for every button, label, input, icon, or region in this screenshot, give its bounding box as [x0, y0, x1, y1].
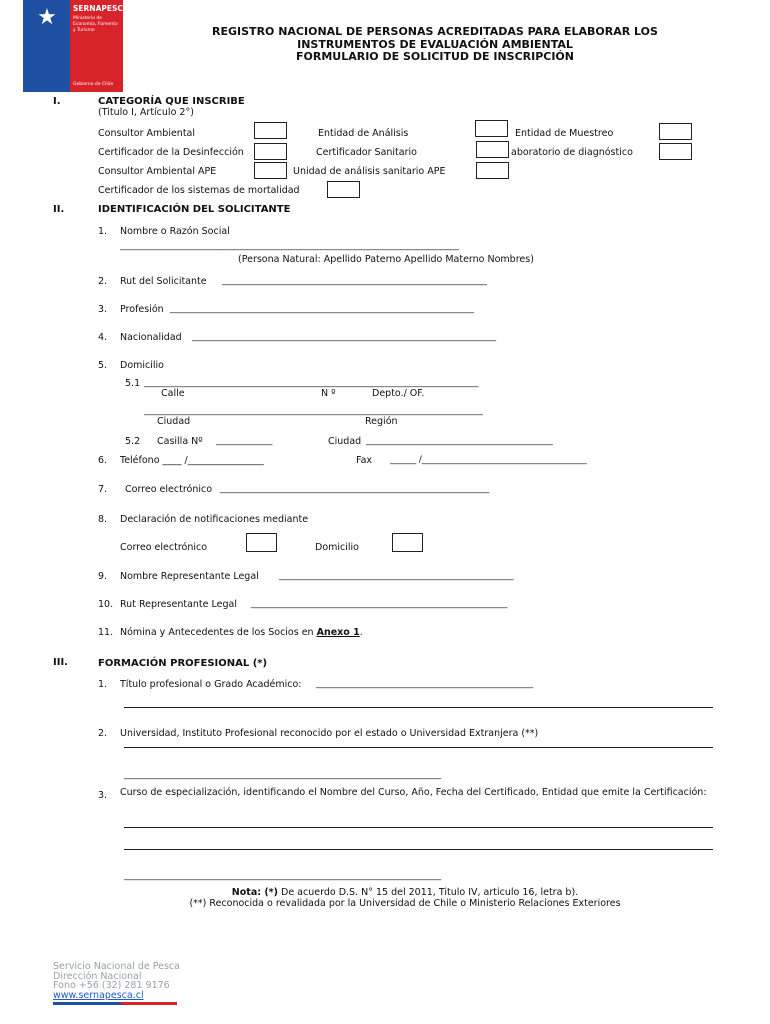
representante-input[interactable]: ______________________________________________________ — [279, 571, 514, 581]
numero-hint: N º — [321, 388, 336, 399]
option-entidad-analisis-label: Entidad de Análisis — [318, 128, 409, 139]
anexo-1-link[interactable]: Anexo 1 — [316, 627, 360, 638]
s3-field-2-number: 2. — [98, 728, 108, 739]
nacionalidad-input[interactable]: ______________________________________________________________________ — [192, 332, 497, 342]
field-5-number: 5. — [98, 360, 108, 371]
titulo-line[interactable] — [124, 707, 713, 708]
nombre-label: Nombre o Razón Social — [120, 226, 230, 237]
note-block — [100, 887, 710, 909]
notif-domicilio-checkbox[interactable] — [392, 533, 423, 552]
star-icon: ★ — [37, 5, 57, 30]
section-1-heading: CATEGORÍA QUE INSCRIBE — [98, 96, 245, 107]
logo-gobierno: Gobierno de Chile — [73, 82, 114, 87]
logo-name: SERNAPESCA — [73, 4, 129, 13]
casilla-label: Casilla Nº — [157, 436, 203, 447]
s3-field-1-number: 1. — [98, 679, 108, 690]
option-consultor-ape-label: Consultor Ambiental APE — [98, 166, 217, 177]
fax-label: Fax — [356, 455, 373, 466]
title-line-3: FORMULARIO DE SOLICITUD DE INSCRIPCIÓN — [295, 50, 574, 63]
especializacion-input[interactable]: _________________________________________________________________________ — [124, 871, 442, 881]
field-8-number: 8. — [98, 514, 108, 525]
field-1-number: 1. — [98, 226, 108, 237]
especializacion-line-2[interactable] — [124, 849, 713, 850]
field-11-number: 11. — [98, 627, 114, 638]
nombre-input[interactable]: ______________________________________________________________________________ — [120, 241, 459, 251]
domicilio-label: Domicilio — [120, 360, 164, 371]
nacionalidad-label: Nacionalidad — [120, 332, 182, 343]
casilla-input[interactable]: _____________ — [216, 436, 273, 446]
socios-label — [120, 627, 363, 638]
section-1-subheading: (Titulo I, Artículo 2°) — [98, 107, 194, 118]
option-certificador-desinfeccion-label: Certificador de la Desinfección — [98, 147, 244, 158]
field-10-number: 10. — [98, 599, 114, 610]
footer-red-bar — [121, 1002, 177, 1005]
universidad-label: Universidad, Instituto Profesional reconocido por el estado o Universidad Extranjera (**) — [120, 728, 539, 739]
ciudad-2-input[interactable]: ___________________________________________ — [366, 436, 553, 446]
socios-dot: . — [359, 627, 363, 638]
unidad-ape-checkbox[interactable] — [476, 162, 509, 179]
section-2-heading: IDENTIFICACIÓN DEL SOLICITANTE — [98, 204, 291, 215]
footer-line-1: Servicio Nacional de Pesca — [53, 961, 180, 972]
title-line-2: INSTRUMENTOS DE EVALUACIÓN AMBIENTAL — [297, 37, 573, 51]
section-3-number: III. — [53, 657, 68, 668]
field-3-number: 3. — [98, 304, 108, 315]
field-5-1-number: 5.1 — [125, 378, 141, 389]
rut-representante-input[interactable]: ___________________________________________________________ — [251, 599, 508, 609]
correo-input[interactable]: ______________________________________________________________ — [220, 484, 490, 494]
notif-correo-checkbox[interactable] — [246, 533, 277, 552]
note-line-1 — [100, 887, 710, 898]
note-bold: Nota: (*) — [231, 887, 278, 898]
section-2-number: II. — [53, 204, 65, 215]
especializacion-line-1[interactable] — [124, 827, 713, 828]
universidad-input[interactable]: _________________________________________________________________________ — [124, 770, 442, 780]
footer-line-2: Dirección Nacional — [53, 970, 142, 982]
correo-label: Correo electrónico — [125, 484, 213, 495]
footer — [53, 962, 180, 1000]
consultor-ape-checkbox[interactable] — [254, 162, 287, 179]
option-certificador-mortalidad-label: Certificador de los sistemas de mortalidad — [98, 185, 300, 196]
ciudad-hint: Ciudad — [157, 416, 191, 427]
field-5-2-number: 5.2 — [125, 436, 141, 447]
note-line-2: (**) Reconocida o revalidada por la Universidad de Chile o Ministerio Relaciones Exteriores — [189, 898, 621, 909]
certificador-desinfeccion-checkbox[interactable] — [254, 143, 287, 160]
field-7-number: 7. — [98, 484, 108, 495]
certificador-mortalidad-checkbox[interactable] — [327, 181, 360, 198]
telefono-input[interactable]: Teléfono ____ /________________ — [120, 455, 264, 466]
calle-hint: Calle — [161, 388, 185, 399]
footer-website-link[interactable]: www.sernapesca.cl — [53, 989, 144, 1001]
rut-label: Rut del Solicitante — [120, 276, 207, 287]
option-laboratorio-label: aboratorio de diagnóstico — [511, 147, 633, 158]
section-1-number: I. — [53, 96, 61, 107]
note-text: De acuerdo D.S. N° 15 del 2011, Titulo IV, articulo 16, letra b). — [277, 887, 579, 898]
field-6-number: 6. — [98, 455, 108, 466]
field-9-number: 9. — [98, 571, 108, 582]
logo-subtitle: Ministerio de Economía, Fomento y Turismo — [73, 16, 118, 33]
notif-domicilio-label: Domicilio — [315, 542, 359, 553]
title-line-1: REGISTRO NACIONAL DE PERSONAS ACREDITADAS PARA ELABORAR LOS — [212, 25, 658, 38]
consultor-ambiental-checkbox[interactable] — [254, 122, 287, 139]
rut-representante-label: Rut Representante Legal — [120, 599, 237, 610]
rut-input[interactable]: _____________________________________________________________ — [222, 276, 487, 286]
especializacion-label: Curso de especialización, identificando el Nombre del Curso, Año, Fecha del Certificado, Entidad que emite la Certificación: — [120, 787, 707, 798]
entidad-analisis-checkbox[interactable] — [475, 120, 508, 137]
nombre-hint: (Persona Natural: Apellido Paterno Apellido Materno Nombres) — [238, 254, 534, 265]
s3-field-3-number: 3. — [98, 790, 108, 801]
entidad-muestreo-checkbox[interactable] — [659, 123, 692, 140]
laboratorio-checkbox[interactable] — [659, 143, 692, 160]
calle-input[interactable]: _____________________________________________________________________________ — [144, 378, 479, 388]
option-consultor-ambiental-label: Consultor Ambiental — [98, 128, 196, 139]
ciudad-region-input[interactable]: ______________________________________________________________________________ — [144, 406, 483, 416]
region-hint: Región — [365, 416, 398, 427]
logo-red-panel — [70, 0, 123, 92]
option-unidad-ape-label: Unidad de análisis sanitario APE — [293, 166, 446, 177]
profesion-label: Profesión — [120, 304, 164, 315]
universidad-line[interactable] — [124, 747, 713, 748]
notificaciones-label: Declaración de notificaciones mediante — [120, 514, 309, 525]
field-2-number: 2. — [98, 276, 108, 287]
ciudad-2-label: Ciudad — [328, 436, 362, 447]
titulo-input[interactable]: __________________________________________________ — [316, 679, 534, 689]
profesion-input[interactable]: ______________________________________________________________________ — [170, 304, 475, 314]
option-certificador-sanitario-label: Certificador Sanitario — [316, 147, 417, 158]
field-4-number: 4. — [98, 332, 108, 343]
certificador-sanitario-checkbox[interactable] — [476, 141, 509, 158]
titulo-label: Título profesional o Grado Académico: — [120, 679, 302, 690]
fax-input[interactable]: ______ /______________________________________ — [390, 455, 587, 465]
footer-line-3: Fono +56 (32) 281 9176 — [53, 980, 170, 991]
depto-hint: Depto./ OF. — [372, 388, 425, 399]
representante-label: Nombre Representante Legal — [120, 571, 259, 582]
section-3-heading: FORMACIÓN PROFESIONAL (*) — [98, 658, 268, 669]
sernapesca-logo — [23, 0, 129, 92]
document-title — [150, 26, 720, 64]
option-entidad-muestreo-label: Entidad de Muestreo — [515, 128, 614, 139]
socios-text: Nómina y Antecedentes de los Socios en — [120, 627, 314, 638]
notif-correo-label: Correo electrónico — [120, 542, 208, 553]
footer-blue-bar — [53, 1002, 121, 1005]
